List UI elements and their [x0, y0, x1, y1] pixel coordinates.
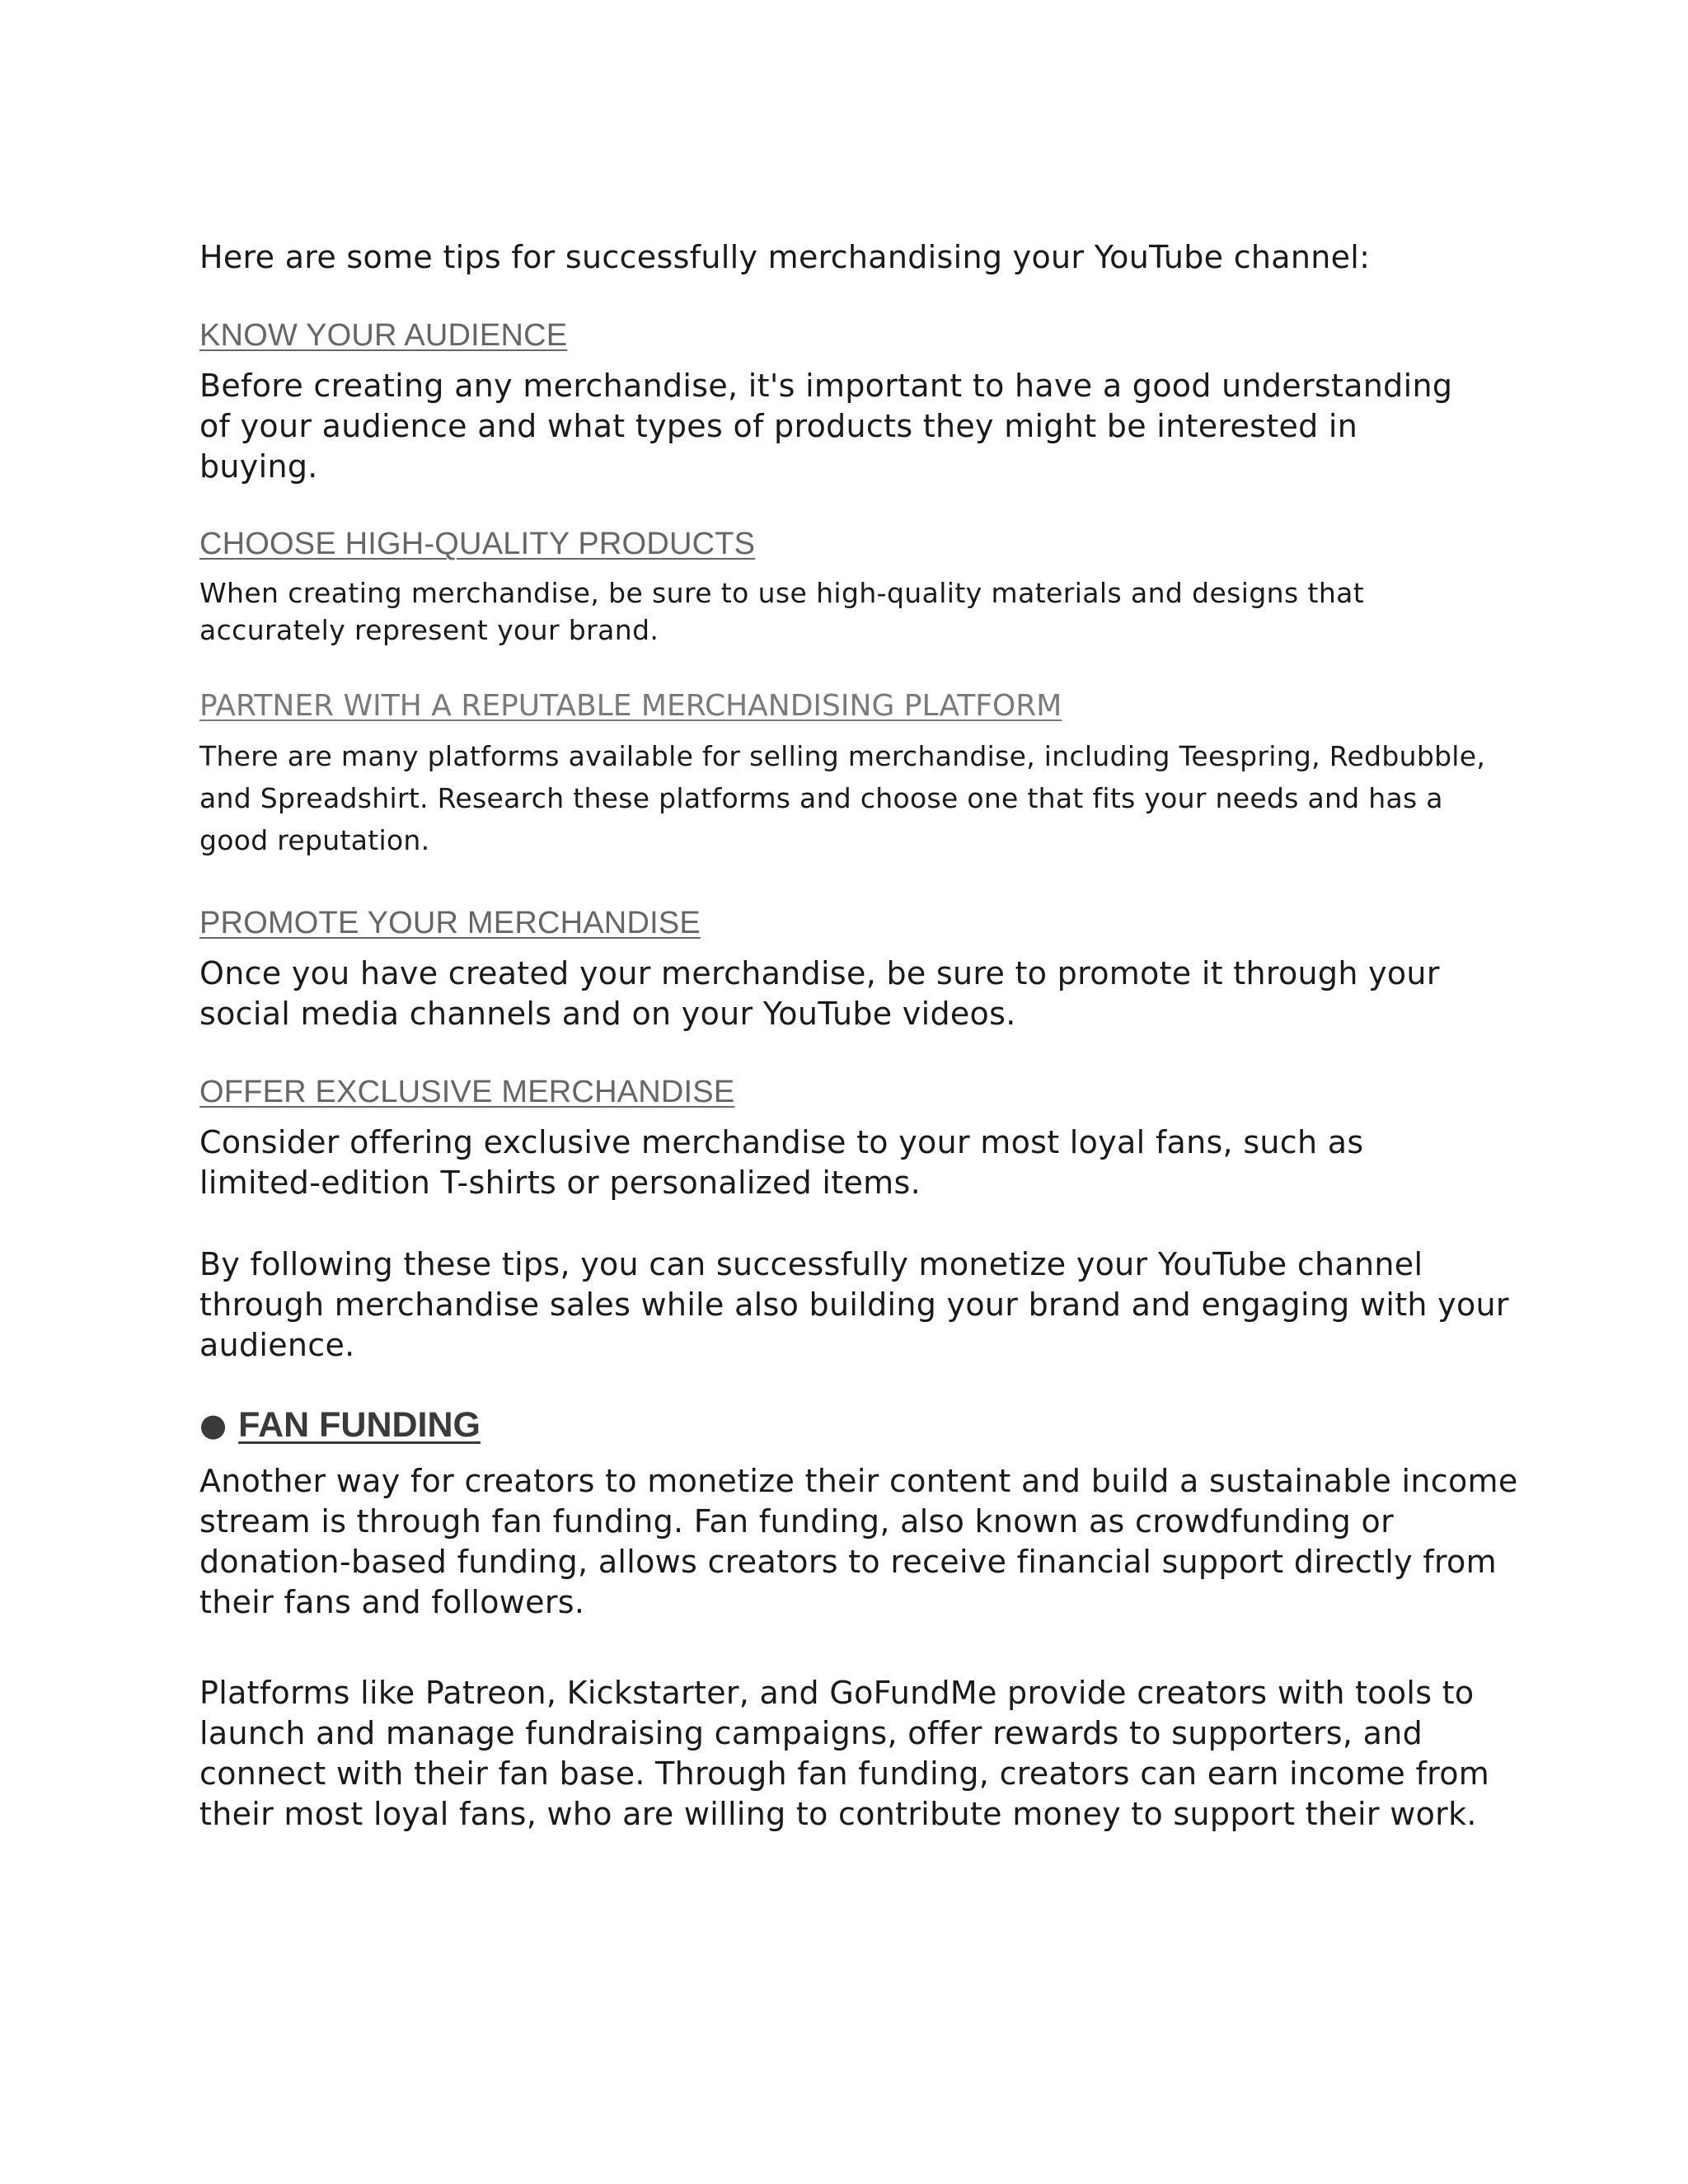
- fan-funding-paragraph-2: Platforms like Patreon, Kickstarter, and GoFundMe provide creators with tools to launch and manage fundraising campaigns, offer rewards to supporters, and connect with their fan base. Through fan funding, creators can earn income from their most loyal fans, who are willing to contribute money to support their work.: [199, 1675, 1490, 1832]
- tip-heading-know-audience: KNOW YOUR AUDIENCE: [199, 318, 568, 353]
- tip-body-partner-platform: There are many platforms available for selling merchandise, including Teespring, Redbubble, and Spreadshirt. Research these platforms and choose one that fits your needs and has a good reputation.: [199, 740, 1486, 856]
- tip-heading-promote: PROMOTE YOUR MERCHANDISE: [199, 906, 701, 940]
- tip-body-exclusive: Consider offering exclusive merchandise to your most loyal fans, such as limited-edition T-shirts or personalized items.: [199, 1124, 1364, 1201]
- tip-body-promote: Once you have created your merchandise, be sure to promote it through your social media channels and on your YouTube videos.: [199, 955, 1440, 1032]
- section-title-fan-funding: [199, 1403, 1510, 1447]
- tip-heading-partner-platform: PARTNER WITH A REPUTABLE MERCHANDISING PLATFORM: [199, 689, 1062, 723]
- conclusion-paragraph: By following these tips, you can successfully monetize your YouTube channel through merchandise sales while also building your brand and engaging with your audience.: [199, 1246, 1509, 1363]
- section-title-text: FAN FUNDING: [238, 1405, 481, 1445]
- tip-body-high-quality: When creating merchandise, be sure to use high-quality materials and designs that accurately represent your brand.: [199, 577, 1365, 646]
- tip-heading-high-quality: CHOOSE HIGH-QUALITY PRODUCTS: [199, 527, 756, 561]
- fan-funding-paragraph-1: Another way for creators to monetize their content and build a sustainable income stream is through fan funding. Fan funding, also known as crowdfunding or donation-based funding, allows creators to receive financial support directly from their fans and followers.: [199, 1463, 1518, 1620]
- tip-body-know-audience: Before creating any merchandise, it's important to have a good understanding of your audience and what types of products they might be interested in buying.: [199, 368, 1453, 485]
- intro-paragraph: Here are some tips for successfully merchandising your YouTube channel:: [199, 239, 1371, 275]
- bullet-icon: ●: [199, 1407, 227, 1443]
- tip-heading-exclusive: OFFER EXCLUSIVE MERCHANDISE: [199, 1075, 735, 1109]
